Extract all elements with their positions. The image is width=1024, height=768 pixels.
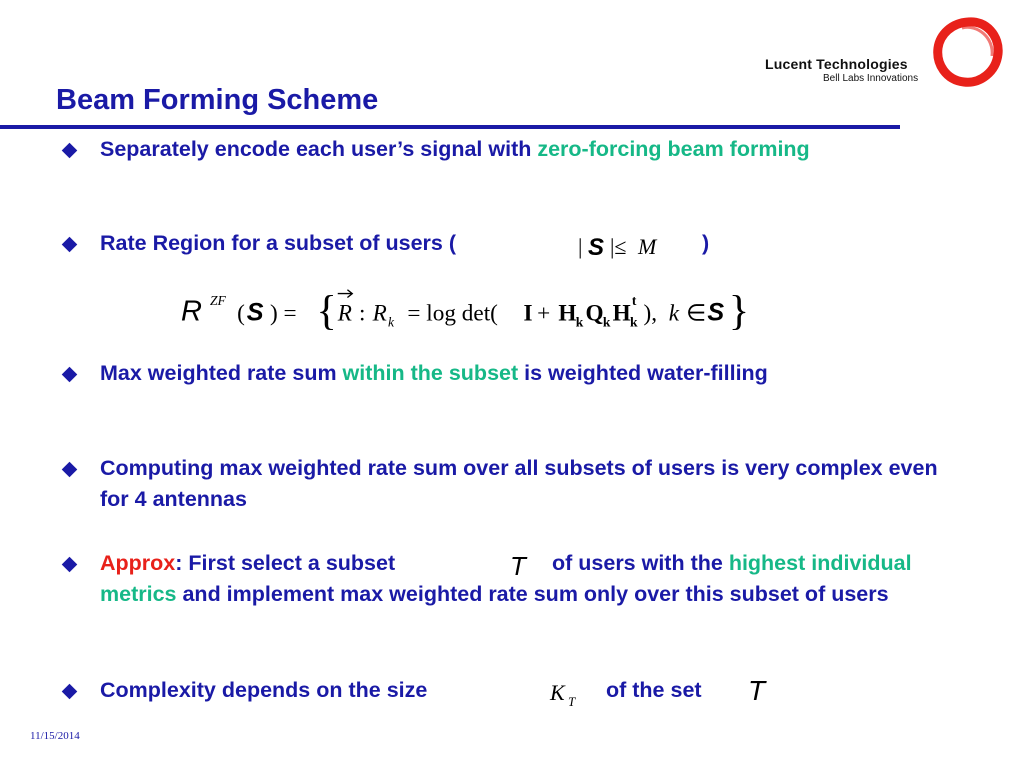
svg-text:k: k <box>388 314 395 330</box>
svg-text:|≤: |≤ <box>610 234 627 259</box>
bullet-2-close: ) <box>702 231 710 255</box>
bullet-marker <box>62 462 78 478</box>
svg-text::: : <box>359 300 366 327</box>
bullet-marker <box>62 367 78 383</box>
svg-text:k: k <box>630 314 638 330</box>
bullet-5-rest: of users with the highest individual metrics and implement max weighted rate sum only over this subset of users <box>100 551 912 606</box>
subset-size-constraint-math <box>578 228 688 264</box>
slide-date: 11/15/2014 <box>30 730 80 742</box>
size-symbol-K-T <box>548 676 594 712</box>
page-title: Beam Forming Scheme <box>56 84 379 116</box>
svg-text:M: M <box>638 234 657 259</box>
svg-text:I: I <box>523 300 533 327</box>
set-symbol-T <box>746 672 776 706</box>
svg-text:H: H <box>558 300 577 327</box>
svg-text:R: R <box>337 300 352 327</box>
svg-text:+: + <box>537 300 551 327</box>
bullet-marker <box>62 143 78 159</box>
zero-forcing-rate-region-formula <box>170 282 850 342</box>
bullet-3-text: Max weighted rate sum within the subset is weighted water-filling <box>100 361 768 385</box>
svg-text:|: | <box>578 234 583 259</box>
svg-text:),: ), <box>643 300 658 327</box>
svg-text:= log det(: = log det( <box>407 300 498 327</box>
svg-text:k: k <box>602 314 611 330</box>
bullet-2-text: Rate Region for a subset of users ( <box>100 231 457 255</box>
bullet-marker <box>62 684 78 700</box>
svg-text:K: K <box>550 680 565 705</box>
svg-text:k: k <box>668 300 680 327</box>
lucent-ring-icon <box>932 16 1004 88</box>
svg-text:}: } <box>728 287 750 335</box>
svg-text:k: k <box>575 314 584 330</box>
logo-company-name: Lucent Technologies <box>765 56 908 72</box>
svg-text:S: S <box>246 298 264 327</box>
svg-text:T: T <box>510 551 526 581</box>
svg-text:(: ( <box>237 300 245 327</box>
bullet-6-text: Complexity depends on the size <box>100 678 428 702</box>
svg-text:R: R <box>180 295 202 328</box>
bullet-5-line1: Approx: First select a subset <box>100 551 396 575</box>
bullet-1-text: Separately encode each user’s signal with zero-forcing beam forming <box>100 137 810 161</box>
svg-text:R: R <box>372 300 387 327</box>
svg-text:{: { <box>316 287 337 335</box>
bullet-4-text: Computing max weighted rate sum over all subsets of users is very complex even for 4 antennas <box>100 456 938 511</box>
title-underline <box>0 125 900 129</box>
bullet-marker <box>62 557 78 573</box>
svg-text:) =: ) = <box>270 300 297 327</box>
svg-text:ZF: ZF <box>210 293 226 309</box>
logo-tagline: Bell Labs Innovations <box>823 73 919 84</box>
svg-text:∈: ∈ <box>686 300 707 327</box>
svg-text:Q: Q <box>585 300 604 327</box>
svg-text:T: T <box>568 694 576 709</box>
svg-text:t: t <box>631 293 637 309</box>
bullet-6-tail: of the set <box>606 678 702 702</box>
svg-text:S: S <box>588 234 605 261</box>
svg-text:S: S <box>707 298 725 327</box>
svg-text:H: H <box>612 300 631 327</box>
svg-text:T: T <box>748 675 766 706</box>
bullet-marker <box>62 237 78 253</box>
